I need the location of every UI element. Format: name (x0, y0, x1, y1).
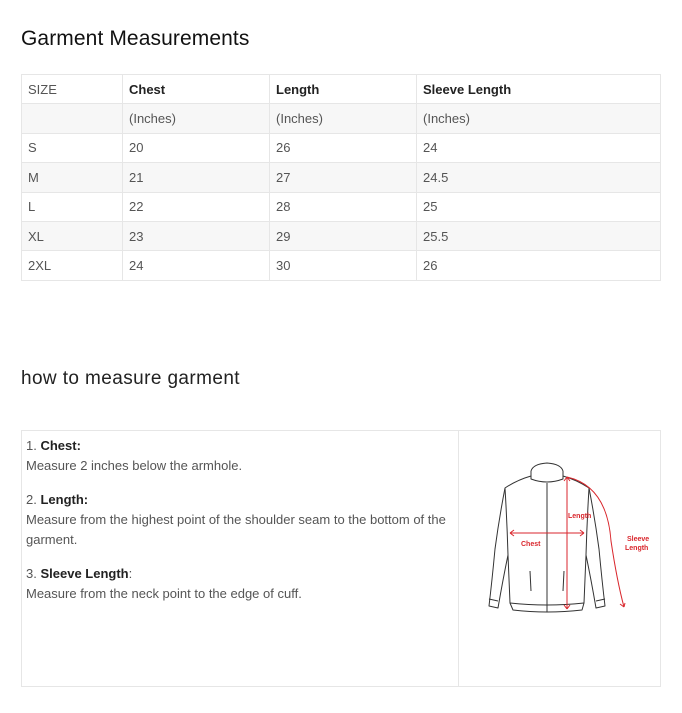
step-label: Length: (40, 492, 89, 507)
step-label: Chest: (40, 438, 81, 453)
header-sleeve-length: Sleeve Length (417, 75, 661, 104)
header-chest: Chest (123, 75, 270, 104)
jacket-measurement-diagram (459, 431, 660, 686)
unit-size (22, 104, 123, 133)
sleeve-diagram-label-line1: Sleeve (627, 536, 650, 543)
sleeve-diagram-label-line2: Length (625, 545, 649, 552)
table-row (22, 163, 661, 192)
chest-diagram-label: Chest (521, 541, 541, 548)
how-to-measure-title: how to measure garment (21, 368, 240, 389)
table-row (22, 192, 661, 221)
sleeve-cell: 25.5 (417, 221, 661, 250)
unit-length: (Inches) (270, 104, 417, 133)
size-cell: S (22, 133, 123, 162)
chest-cell: 24 (123, 251, 270, 280)
size-cell: 2XL (22, 251, 123, 280)
step-label-suffix: : (128, 566, 133, 581)
sleeve-cell: 26 (417, 251, 661, 280)
length-cell: 27 (270, 163, 417, 192)
sleeve-cell: 24.5 (417, 163, 661, 192)
step-number: 3. (26, 566, 37, 581)
step-text: Measure from the neck point to the edge of cuff. (26, 586, 302, 601)
size-cell: XL (22, 221, 123, 250)
instructions-column (22, 431, 459, 686)
header-size: SIZE (22, 75, 123, 104)
sleeve-cell: 25 (417, 192, 661, 221)
table-row (22, 133, 661, 162)
page-title: Garment Measurements (21, 27, 250, 50)
table-header-row (22, 75, 661, 104)
chest-cell: 21 (123, 163, 270, 192)
unit-sleeve: (Inches) (417, 104, 661, 133)
step-label: Sleeve Length (40, 566, 129, 581)
unit-chest: (Inches) (123, 104, 270, 133)
jacket-outline-icon (489, 463, 605, 612)
length-cell: 28 (270, 192, 417, 221)
chest-cell: 20 (123, 133, 270, 162)
step-text: Measure 2 inches below the armhole. (26, 458, 243, 473)
length-cell: 29 (270, 221, 417, 250)
step-chest (26, 436, 446, 476)
units-row (22, 104, 661, 133)
size-cell: M (22, 163, 123, 192)
step-sleeve-length (26, 564, 446, 604)
header-length: Length (270, 75, 417, 104)
size-chart-table (21, 74, 661, 281)
table-row (22, 221, 661, 250)
step-length (26, 490, 446, 550)
step-number: 1. (26, 438, 37, 453)
size-cell: L (22, 192, 123, 221)
step-text: Measure from the highest point of the shoulder seam to the bottom of the garment. (26, 512, 446, 547)
chest-cell: 23 (123, 221, 270, 250)
sleeve-cell: 24 (417, 133, 661, 162)
step-number: 2. (26, 492, 37, 507)
length-cell: 30 (270, 251, 417, 280)
how-to-measure-panel (21, 430, 661, 687)
length-diagram-label: Length (568, 513, 592, 520)
table-row (22, 251, 661, 280)
chest-cell: 22 (123, 192, 270, 221)
length-cell: 26 (270, 133, 417, 162)
diagram-column (459, 431, 660, 686)
